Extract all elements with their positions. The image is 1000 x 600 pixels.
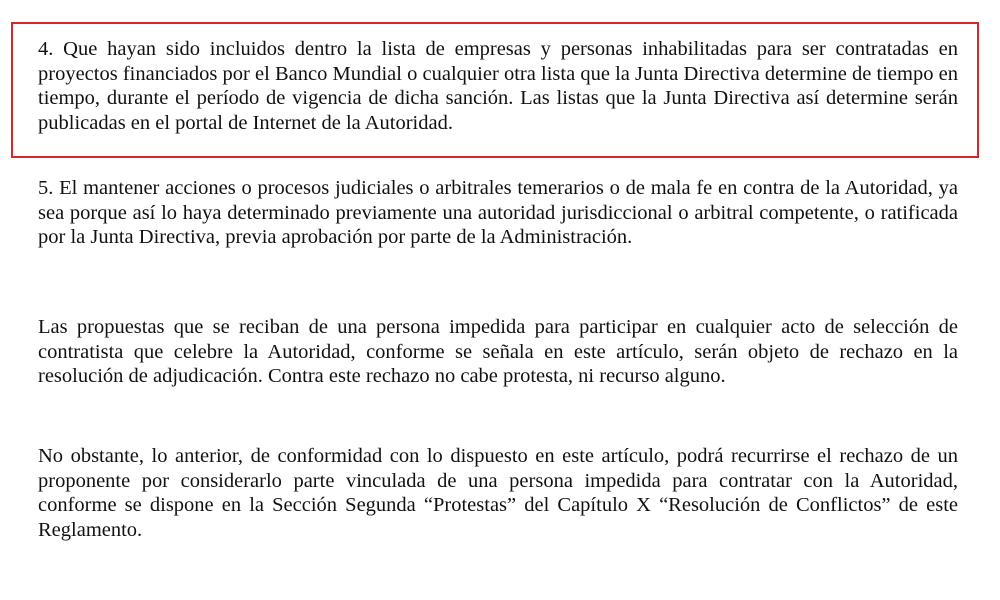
paragraph-rejection: Las propuestas que se reciban de una persona impedida para participar en cualquier acto de selección de contratista que celebre la Autoridad, conforme se señala en este artículo, serán objeto de rechazo en la resolución de adjudicación. Contra este rechazo no cabe protesta, ni recurso alguno. [38, 316, 958, 387]
paragraph-item-4: 4. Que hayan sido incluidos dentro la lista de empresas y personas inhabilitadas para ser contratadas en proyectos financiados por el Banco Mundial o cualquier otra lista que la Junta Directiva determine de tiempo en tiempo, durante el período de vigencia de dicha sanción. Las listas que la Junta Directiva así determine serán publicadas en el portal de Internet de la Autoridad. [38, 38, 958, 134]
paragraph-item-5: 5. El mantener acciones o procesos judiciales o arbitrales temerarios o de mala fe en contra de la Autoridad, ya sea porque así lo haya determinado previamente una autoridad jurisdiccional o arbitral competente, o ratificada por la Junta Directiva, previa aprobación por parte de la Administración. [38, 177, 958, 248]
paragraph-exception: No obstante, lo anterior, de conformidad con lo dispuesto en este artículo, podrá recurrirse el rechazo de un proponente por considerarlo parte vinculada de una persona impedida para contratar con la Autoridad, conforme se dispone en la Sección Segunda “Protestas” del Capítulo X “Resolución de Conflictos” de este Reglamento. [38, 445, 958, 541]
